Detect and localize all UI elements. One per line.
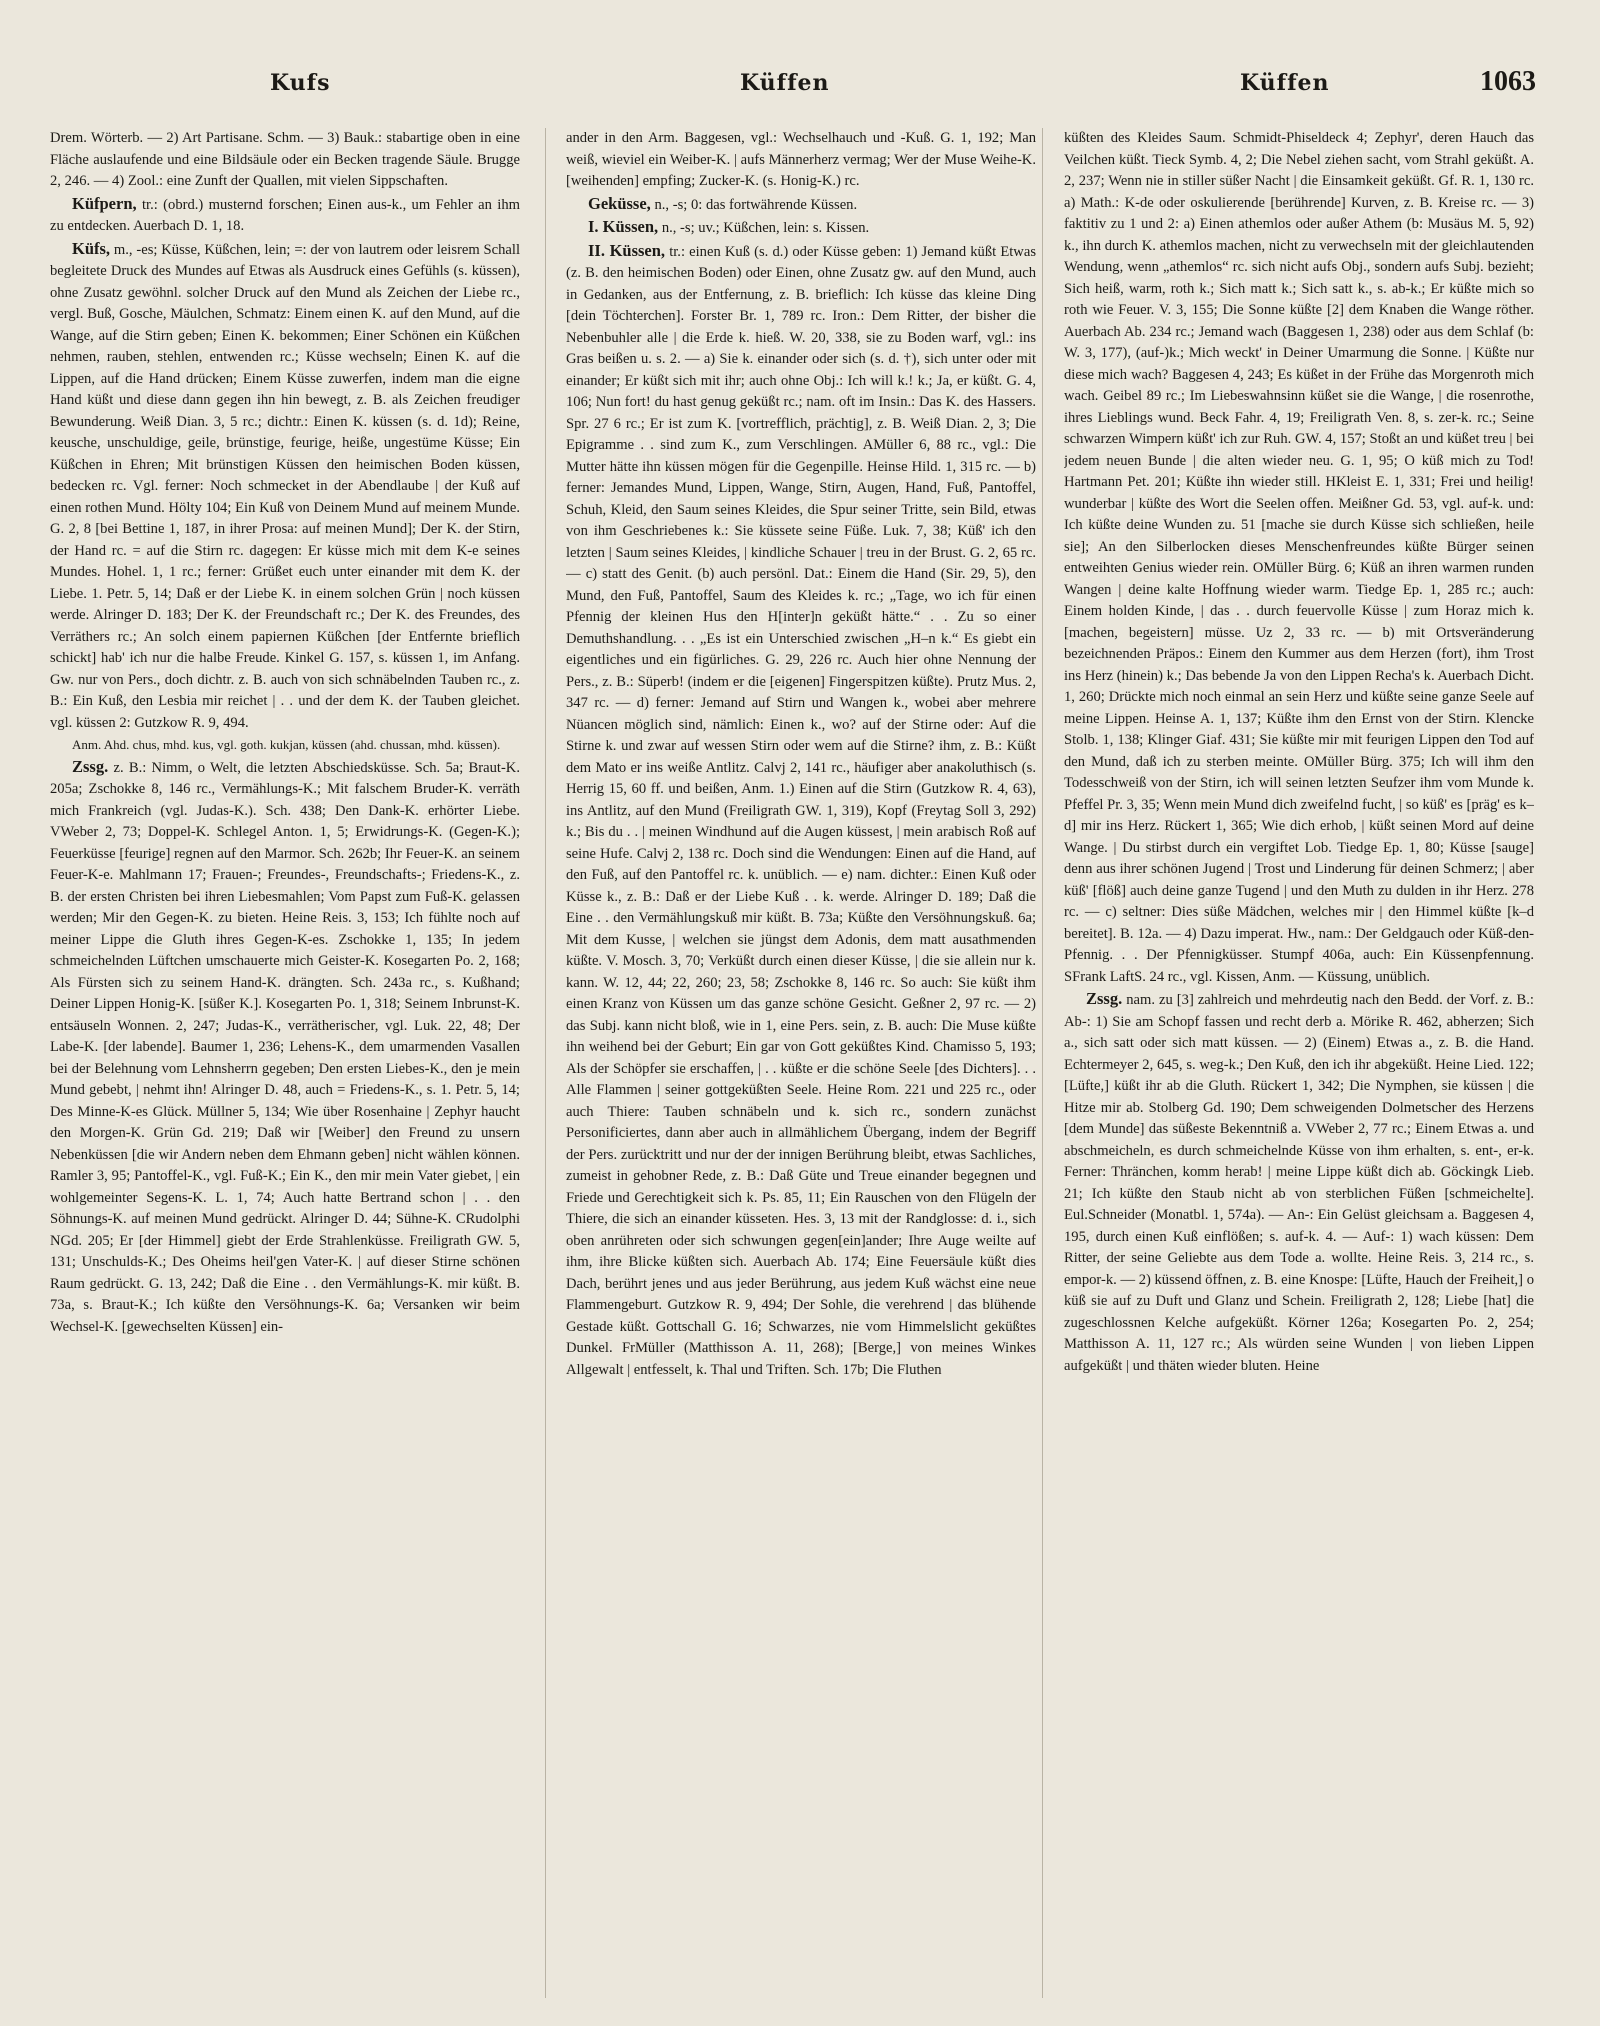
running-header [40,66,1540,110]
lemma: II. Küssen, [588,240,666,260]
column-divider [545,128,546,1998]
lemma: Küfs, [72,238,111,258]
middle-headword: Küffen [740,70,830,96]
lemma: Zssg. [72,756,109,776]
left-headword: Kufs [270,70,331,96]
lemma: Zssg. [1086,989,1123,1008]
entry-text: nam. zu [3] zahlreich und mehrdeutig nach den Bedd. der Vorf. z. B.: Ab-: 1) Sie am Schopf fassen und recht derb a. Mörike R. 462, abherzen; Sich a., sich satt oder sich matt küssen. — 2) (Einem) Etwas a., z. B. die Hand. Echtermeyer 2, 645, s. weg-k.; Den Kuß, den ich ihr abgeküßt. Heine Lied. 122; [Lüfte,] küßt ihr ab die Gluth. Rückert 1, 342; Die Nymphen, sie küssen | die Hitze mir ab. Stolberg Gd. 190; Dem schweigenden Dolmetscher des Herzens [dem Munde] das süßeste Bekenntniß a. VWeber 2, 77 rc.; Einem Etwas a. und abschmeicheln, es durch schmeichelnde Küsse von ihm erhalten, s. ent-, er-k. Ferner: Thränchen, komm herab! | meine Lippe küßt dich ab. Göckingk Lieb. 21; Ich küßte den Staub nicht ab von sterblichen Füßen [schmeichelte]. Eul.Schneider (Monatbl. 1, 574a). — An-: Ein Gelüst gleichsam a. Baggesen 4, 195, durch einen Kuß einflößen; s. auf-k. 4. — Auf-: 1) wach küssen: Dem Ritter, der seine Geliebte aus dem Tode a. wollte. Heine Reis. 3, 214 rc., s. empor-k. — 2) küssend öffnen, z. B. eine Knospe: [Lüfte, Hauch der Freiheit,] o küß sie auf zu Duft und Glanz und Schein. Freiligrath 2, 128; Liebe [hat] die zugeschlossnen Kelche aufgeküßt. Körner 126a; Kosegarten Po. 2, 254; Matthisson A. 11, 127 rc.; Als würden seine Wunden | von lieben Lippen aufgeküßt | und thäten wieder bluten. Heine [1064,992,1534,1374]
entry [50,128,520,193]
entry-text: m., -es; Küsse, Küßchen, lein; =: der von lautrem oder leisrem Schall begleitete Druck des Mundes auf Etwas als Ausdruck eines Gefühls (s. küssen), ohne Zusatz gewöhnl. solcher Druck auf den Mund als Zeichen der Liebe rc., vergl. Buß, Gosche, Mäulchen, Schmatz: Einem einen K. auf den Mund, auf die Wange, auf die Stirn geben; Einen K. bekommen; Einer Schönen ein Küßchen nehmen, rauben, stehlen, entwenden rc.; Küsse wechseln; Einen K. auf die Lippen, auf die Hand drücken; Einem Küsse zuwerfen, indem man die eigne Hand küßt und diese dann gegen ihn hin bewegt, z. B. als Zeichen freudiger Bewunderung. Weiß Dian. 3, 5 rc.; dichtr.: Einen K. küssen (s. d. 1d); Reine, keusche, unschuldige, geile, brünstige, feurige, heiße, ungestüme Küsse; Ein Küßchen in Ehren; Mit brünstigen Küssen den heimischen Boden küssen, bedecken rc. Vgl. ferner: Noch schmecket in der Abendlaube | der Kuß auf einen rothen Mund. Hölty 104; Ein Kuß von Deinem Mund auf meinem Munde. G. 2, 8 [bei Bettine 1, 187, in ihrer Prosa: auf meinen Mund]; Der K. der Stirn, der Hand rc. = auf die Stirn rc. dagegen: Er küsse mich mit dem K-e seines Mundes. Hohel. 1, 1 rc.; ferner: Grüßet euch unter einander mit dem K. der Liebe. 1. Petr. 5, 14; Daß er der Liebe K. in einem solchen Grün | noch küssen werde. Alringer D. 183; Der K. der Freundschaft rc.; Der K. des Freundes, des Verräthers rc.; An solch einem papiernen Küßchen [der Entfernte brieflich schickt] hab' ich nur die halbe Freude. Kinkel G. 157, s. küssen 1, im Anfang. Gw. nur von Pers., doch dichtr. z. B. auch von sich schnäbelnden Tauben rc., z. B.: Ein Kuß, den Lesbia mir reichet | . . und der dem K. der Tauben gleichet. vgl. küssen 2: Gutzkow R. 9, 494. [50,241,520,731]
column-2 [566,128,1036,1998]
entry-text: Drem. Wörterb. — 2) Art Partisane. Schm. — 3) Bauk.: stabartige oben in eine Fläche auslaufende und eine Bildsäule oder ein Becken tragende Säule. Brugge 2, 246. — 4) Zool.: eine Zunft der Quallen, mit vielen Sippschaften. [50,130,520,189]
entry [1064,128,1534,988]
entry [50,193,520,238]
lemma: Geküsse, [588,193,651,213]
lemma: Küfpern, [72,193,137,213]
entry [1064,988,1534,1377]
entry [566,193,1036,217]
entry [566,128,1036,193]
entry [566,240,1036,1382]
column-1 [50,128,520,1998]
entry [50,756,520,1339]
right-headword: Küffen [1240,70,1330,96]
page-number: 1063 [1480,66,1536,97]
entry-text: n., -s; 0: das fortwährende Küssen. [654,196,858,213]
entry-text: z. B.: Nimm, o Welt, die letzten Abschiedsküsse. Sch. 5a; Braut-K. 205a; Zschokke 8, 146 rc., Vermählungs-K.; Mit falschem Bruder-K. verräth mich Frankreich (vgl. Judas-K.). Sch. 438; Den Dank-K. erhörter Liebe. VWeber 2, 73; Doppel-K. Schlegel Anton. 1, 5; Erwidrungs-K. (Gegen-K.); Feuerküsse [feurige] regnen auf den Marmor. Sch. 262b; Ihr Feuer-K. an seinem Feuer-K-e. Mahlmann 17; Frauen-; Freundes-, Freundschafts-; Friedens-K., z. B. der ersten Christen bei ihren Liebesmahlen; Vom Papst zum Fuß-K. gelassen werden; Mir den Gegen-K. zu bieten. Heine Reis. 3, 153; Ich fühlte noch auf meiner Lippe die Gluth ihres Gegen-K-es. Zschokke 1, 135; In jedem schmeichelnden Lüftchen umschauerte mich Geister-K. Kosegarten Po. 2, 168; Als Fürsten sich zu seinem Hand-K. drängten. Sch. 243a rc., s. Kußhand; Deiner Lippen Honig-K. [süßer K.]. Kosegarten Po. 1, 318; Seinem Inbrunst-K. entsäuseln Wonnen. 2, 247; Judas-K., verrätherischer, vgl. Luk. 22, 48; Der Labe-K. [der labende]. Baumer 1, 236; Lehens-K., dem umarmenden Vasallen bei der Belehnung vom Lehnsherrn gegeben; Den ersten Liebes-K., den je mein Mund gebebt, | nehmt ihn! Alringer D. 48, auch = Friedens-K., s. 1. Petr. 5, 14; Des Minne-K-es Glück. Müllner 5, 134; Wie über Rosenhaine | Zephyr haucht den Morgen-K. Grün Gd. 219; Daß wir [Weiber] den Freund zu unsern Nebenküssen [die wir Andern neben dem Ehmann geben] nicht wählen können. Ramler 3, 95; Pantoffel-K., vgl. Fuß-K.; Ein K., den mir mein Vater giebet, | ein wohlgemeinter Segens-K. L. 1, 74; Auch hatte Bertrand schon | . . den Söhnungs-K. auf meinen Mund gedrückt. Alringer D. 44; Sühne-K. CRudolphi NGd. 205; Er [der Himmel] giebt der Erde Strahlenküsse. Freiligrath GW. 5, 131; Unschulds-K.; Des Oheims heil'gen Vater-K. | auf dieser Stirne schönen Raum gedrückt. G. 13, 242; Daß die Eine . . den Vermählungs-K. mir küßt. B. 73a, s. Braut-K.; Ich küßte den Versöhnungs-K. 6a; Versanken wir beim Wechsel-K. [gewechselten Küssen] ein- [50,759,520,1335]
column-3 [1064,128,1534,1998]
entry-note [50,734,520,756]
column-divider [1042,128,1043,1998]
entry [50,238,520,735]
entry-text: Anm. Ahd. chus, mhd. kus, vgl. goth. kukjan, küssen (ahd. chussan, mhd. küssen). [72,737,501,752]
lemma: I. Küssen, [588,217,659,236]
entry-text: n., -s; uv.; Küßchen, lein: s. Kissen. [661,220,870,236]
entry-text: ander in den Arm. Baggesen, vgl.: Wechselhauch und -Kuß. G. 1, 192; Man weiß, wieviel ein Weiber-K. | aufs Männerherz vermag; Wer der Muse Weihe-K. [weihenden] empfing; Zucker-K. (s. Honig-K.) rc. [566,130,1036,189]
entry-text: tr.: (obrd.) musternd forschen; Einen aus-k., um Fehler an ihm zu entdecken. Auerbach D. 1, 18. [50,196,520,234]
entry [566,216,1036,240]
entry-text: tr.: einen Kuß (s. d.) oder Küsse geben: 1) Jemand küßt Etwas (z. B. den heimischen Boden) oder Einen, ohne Zusatz gw. auf den Mund, auch in Gedanken, aus der Entfernung, z. B. brieflich: Ich küsse das kleine Ding [dein Töchterchen]. Forster Br. 1, 789 rc. Iron.: Dem Ritter, der bisher die Nebenbuhler alle | die Erde k. hieß. W. 20, 338, sie zu Boden warf, vgl.: ins Gras beißen u. s. 2. — a) Sie k. einander oder sich (s. d. †), sich unter oder mit einander; Er küßt sich mit ihr; auch ohne Obj.: Ich will k.! k.; Ja, er küßt. G. 4, 106; Nun fort! du hast genug geküßt rc.; nam. oft im Insin.: Das K. des Hassers. Spr. 27 6 rc.; Er ist zum K. [vortrefflich, prächtig], z. B. Weiß Dian. 2, 3; Die Epigramme . . sind zum K., zum Verschlingen. AMüller 6, 88 rc., vgl.: Die Mutter hätte ihn küssen mögen für die Gegenpille. Heinse Hild. 1, 315 rc. — b) ferner: Jemandes Mund, Lippen, Wange, Stirn, Augen, Hand, Fuß, Pantoffel, Schuh, Kleid, den Saum seines Kleides, die Spur seiner Tritte, sein Bild, etwas von ihm Geschriebenes k.: Sie küssete seine Füße. Luk. 7, 38; Küß' ich den letzten | Saum seines Kleides, | kindliche Schauer | treu in der Brust. G. 2, 65 rc. — c) statt des Genit. (b) auch persönl. Dat.: Einem die Hand (Sir. 29, 5), den Mund, den Fuß, Pantoffel, Saum des Kleides k. rc.; „Tage, wo ich für einen Pfennig der kleinen Hus den H[inter]n geküßt hätte.“ . . Zu so einer Demuthshandlung. . . „Es ist ein Unterschied zwischen „H–n k.“ Es giebt ein eigentliches und ein figürliches. G. 29, 226 rc. Auch hier ohne Nennung der Pers., z. B.: Süperb! (indem er die [eigenen] Fingerspitzen küßte). Prutz Mus. 2, 347 rc. — d) ferner: Jemand auf Stirn und Wangen k., wobei aber mehrere Nüancen möglich sind, nämlich: Einen k., wo? auf der Stirne oder: Auf die Stirne k. und zwar auf wessen Stirn oder wem auf die Stirne? ihm, z. B.: Küßt dem Mato er ins weiße Antlitz. Calvj 2, 141 rc., häufiger aber anakoluthisch (s. Herrig 15, 60 ff. und beißen, Anm. 1.) Einen auf die Stirn (Gutzkow R. 4, 63), ins Antlitz, auf den Mund (Freiligrath GW. 1, 319), Kopf (Freytag Soll 3, 292) k.; Bis du . . | meinen Windhund auf die Augen küssest, | mein arabisch Roß auf seine Hufe. Calvj 2, 138 rc. Doch sind die Wendungen: Einen auf die Hand, auf den Fuß, auf den Pantoffel rc. k. unüblich. — e) nam. dichter.: Einen Kuß oder Küsse k., z. B.: Daß er der Liebe Kuß . . k. werde. Alringer D. 189; Daß die Eine . . den Vermählungskuß mir küßt. B. 73a; Küßte den Versöhnungskuß. 6a; Mit dem Kusse, | welchen sie jüngst dem Adonis, dem matt ausathmenden küßte. V. Mosch. 3, 70; Verküßt durch einen dieser Küsse, | die sie allein nur k. kann. W. 12, 44; 22, 260; 23, 58; Zschokke 8, 146 rc. So auch: Sie küßt ihm einen Kranz von Küssen um das ganze schöne Gesicht. Geßner 2, 97 rc. — 2) das Subj. kann nicht bloß, wie in 1, eine Pers. sein, z. B. auch: Die Muse küßte ihn weihend bei der Geburt; Ein gar von Gott geküßtes Kind. Chamisso 5, 193; Als der Schöpfer sie erschaffen, | . . küßte er die schöne Seele [des Dichters]. . . Alle Flammen | seiner gottgeküßten Seele. Heine Rom. 221 und 225 rc., oder auch Thiere: Tauben schnäbeln und k. sich rc., sondern zunächst Personificiertes, dann aber auch in allmählichem Übergang, indem der Begriff der Pers. zurücktritt und nur der der innigen Berührung bleibt, etwas Sachliches, zumeist in gehobner Rede, z. B.: Daß Güte und Treue einander begegnen und Friede und Gerechtigkeit sich k. Ps. 85, 11; Ein Rauschen von den Flügeln der Thiere, die sich an einander küsseten. Hes. 3, 13 mit der Randglosse: d. i., sich oben anrühreten oder sich schwungen gegen[ein]ander; Ihre Auge weilte auf ihm, ihre Blicke küßten sich. Auerbach Ab. 174; Eine Feuersäule küßt dies Dach, berührt jenes und aus jeder Berührung, aus jedem Kuß wächst eine neue Flammengeburt. Gutzkow R. 9, 494; Der Sohle, die verehrend | das blühende Gestade küßt. Gottschall G. 16; Schwarzes, nie vom Himmelslicht geküßtes Dunkel. FrMüller (Matthisson A. 11, 268); [Berge,] von meines Winkes Allgewalt | entfesselt, k. Thal und Triften. Sch. 17b; Die Fluthen [566,243,1036,1378]
entry-text: küßten des Kleides Saum. Schmidt-Phiseldeck 4; Zephyr', deren Hauch das Veilchen küßt. Tieck Symb. 4, 2; Die Nebel ziehen sacht, vom Strahl geküßt. A. 2, 237; Wenn nie in stiller süßer Nacht | die Einsamkeit geküßt. Gf. R. 1, 130 rc. a) Math.: K-de oder oskulierende [berührende] Kurven, z. B. Kreise rc. — 3) faktitiv zu 1 und 2: a) Einen athemlos oder außer Athem (b: Musäus M. 5, 92) k., ihn durch K. athemlos machen, nicht zu verwechseln mit der gleichlautenden Wendung, wenn „athemlos“ rc. sich nicht aufs Obj., sondern aufs Subj. bezieht; Sich heiß, warm, roth k.; Sich matt k.; Sich satt k., s. ab-k.; Er küßte mich so roth wie Feuer. V. 3, 155; Die Sonne küßte [2] dem Knaben die Wange röther. Auerbach Ab. 234 rc.; Jemand wach (Baggesen 1, 238) oder aus dem Schlaf (b: W. 3, 177), (auf-)k.; Mich weckt' in Deiner Umarmung die Sonne. | Küßte nur diese mich wach? Baggesen 4, 243; Es küßet in der Frühe das Morgenroth mich wach. Geibel 89 rc.; Im Liebeswahnsinn küßet sie die Wange, | die rosenrothe, ihres Lieblings wund. Beck Fahr. 4, 19; Freiligrath Ven. 8, s. zer-k. rc.; Seine schwarzen Wimpern küßt' ich zur Ruh. GW. 4, 157; Stoßt an und küßet treu | bei jedem neuen Bunde | die alten wieder neu. G. 1, 95; O küß mich zu Tod! Hartmann Pet. 201; Küßte ihn wieder still. HKleist E. 1, 331; Frei und heilig! wunderbar | küßte des Wort die Seelen offen. Meißner Gd. 53, vgl. auf-k. und: Ich küßte deine Wunden zu. 51 [mache sie durch Küsse sich schließen, heile sie]; An den Silberlocken dieses Menschenfreundes küßte Bürger seinen entweihten Genius wieder rein. OMüller Bürg. 6; Küß an ihren warmen runden Wangen | deine kalte Hoffnung wieder warm. Tiedge Ep. 1, 285 rc.; auch: Einem holden Kinde, | das . . durch feuervolle Küsse | zum Horaz mich k. [machen, begeistern] müsse. Uz 2, 33 rc. — b) mit Ortsveränderung bezeichnenden Präpos.: Einem den Kummer aus dem Herzen (fort), ihm Trost ins Herz (hinein) k.; Das bebende Ja von den Lippen Recha's k. Auerbach Dicht. 1, 260; Drückte mich noch einmal an sein Herz und küßte seine ganze Seele auf meine Lippen. Heinse A. 1, 137; Küßte ihm den Ernst von der Stirn. Klencke Stolb. 1, 138; Klinger Giaf. 431; Sie küßte mir mit feurigen Lippen den Tod auf den Mund, daß ich zu sterben meinte. OMüller Bürg. 375; Ich will ihm den Todesschweiß von der Stirn, ich will seinen letzten Seufzer ihm vom Munde k. Pfeffel Pr. 3, 35; Wenn mein Mund dich zweifelnd fucht, | so küß' es [präg' es k–d] mir ins Herz. Rückert 1, 365; Wie dich erhob, | küßt seinen Mord auf deine Wange. | Du stirbst durch ein vergiftet Lob. Tiedge Ep. 1, 80; Küsse [sauge] denn aus ihrer schönen Jugend | Trost und Linderung für deinen Schmerz; | aber küß' [flöß] auch deine ganze Tugend | und den Muth zu dulden in ihr Herz. 278 rc. — c) seltner: Dies süße Mädchen, welches mir | den Himmel küßte [k–d bereitet]. B. 12a. — 4) Dazu imperat. Hw., nam.: Der Geldgauch oder Küß-den-Pfennig. . . Der Pfennigküsser. Stumpf 406a, auch: Ein Küssenpfennung. SFrank LaftS. 24 rc., vgl. Kissen, Anm. — Küssung, unüblich. [1064,130,1534,985]
